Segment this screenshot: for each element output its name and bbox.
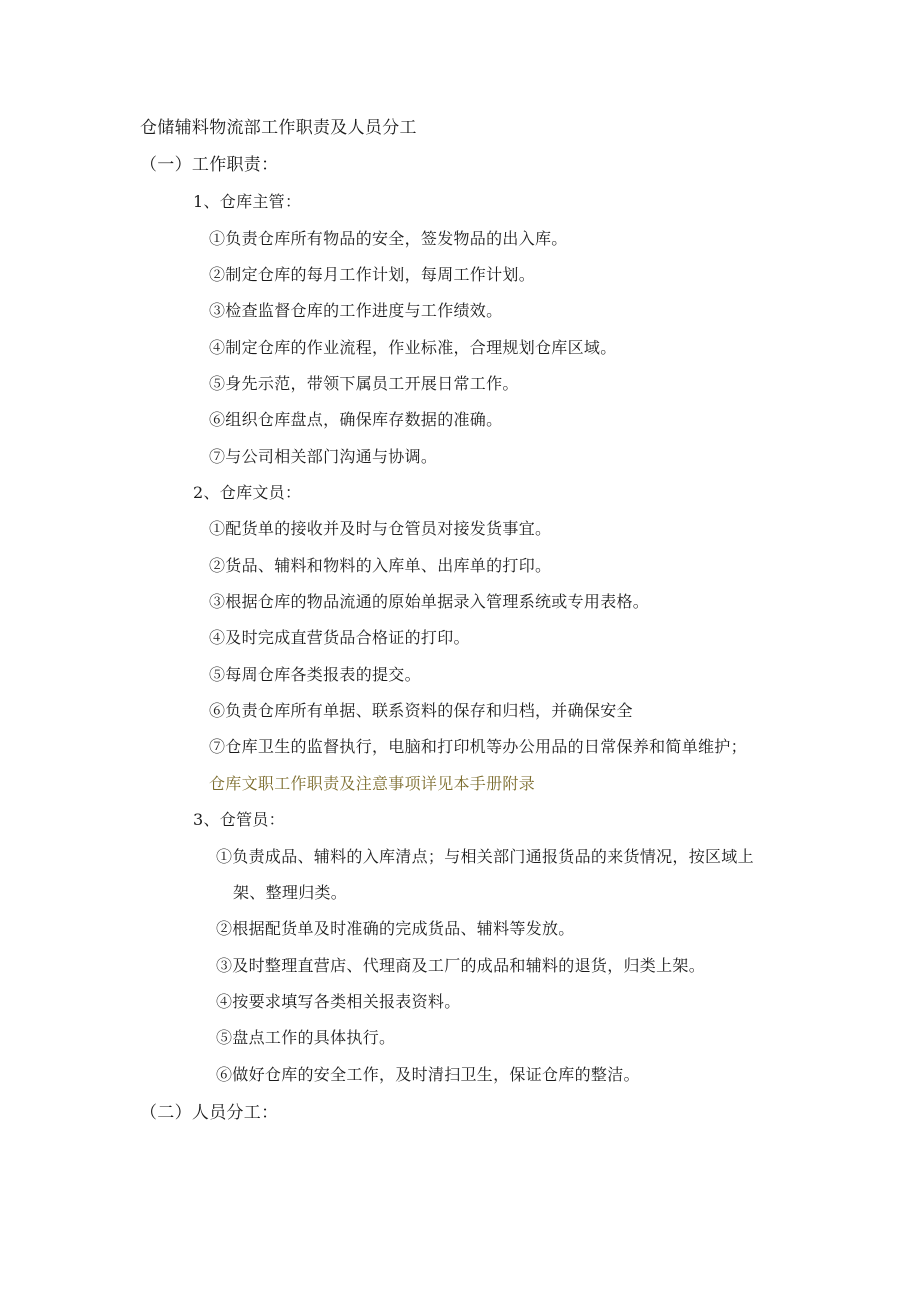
- list-item: ⑦与公司相关部门沟通与协调。: [209, 447, 438, 466]
- section-heading-duties: （一）工作职责：: [140, 155, 279, 175]
- section-heading-staffing: （二）人员分工：: [140, 1103, 279, 1123]
- document-title: 仓储辅料物流部工作职责及人员分工: [140, 118, 417, 138]
- list-item: ①配货单的接收并及时与仓管员对接发货事宜。: [209, 519, 552, 538]
- list-item: ⑤盘点工作的具体执行。: [216, 1028, 396, 1047]
- list-item: ⑥做好仓库的安全工作，及时清扫卫生，保证仓库的整洁。: [216, 1065, 640, 1084]
- list-item: ⑤每周仓库各类报表的提交。: [209, 665, 421, 684]
- appendix-note: 仓库文职工作职责及注意事项详见本手册附录: [209, 774, 536, 793]
- list-item: ⑦仓库卫生的监督执行，电脑和打印机等办公用品的日常保养和简单维护；: [209, 737, 747, 756]
- role-heading-clerk: 2、仓库文员：: [193, 483, 302, 502]
- list-item: ②制定仓库的每月工作计划，每周工作计划。: [209, 265, 536, 284]
- role-heading-supervisor: 1、仓库主管：: [193, 192, 302, 211]
- list-item-continuation: 架、整理归类。: [233, 883, 348, 902]
- list-item: ③检查监督仓库的工作进度与工作绩效。: [209, 301, 503, 320]
- list-item: ②根据配货单及时准确的完成货品、辅料等发放。: [216, 919, 575, 938]
- list-item: ①负责仓库所有物品的安全，签发物品的出入库。: [209, 229, 568, 248]
- list-item: ⑤身先示范，带领下属员工开展日常工作。: [209, 374, 519, 393]
- list-item: ②货品、辅料和物料的入库单、出库单的打印。: [209, 556, 552, 575]
- list-item: ④制定仓库的作业流程，作业标准，合理规划仓库区域。: [209, 338, 617, 357]
- list-item: ⑥组织仓库盘点，确保库存数据的准确。: [209, 410, 503, 429]
- list-item: ①负责成品、辅料的入库清点；与相关部门通报货品的来货情况，按区域上: [216, 847, 754, 866]
- list-item: ④按要求填写各类相关报表资料。: [216, 992, 461, 1011]
- list-item: ③及时整理直营店、代理商及工厂的成品和辅料的退货，归类上架。: [216, 956, 706, 975]
- list-item: ③根据仓库的物品流通的原始单据录入管理系统或专用表格。: [209, 592, 650, 611]
- role-heading-warehouse-keeper: 3、仓管员：: [193, 810, 285, 829]
- list-item: ④及时完成直营货品合格证的打印。: [209, 628, 470, 647]
- list-item: ⑥负责仓库所有单据、联系资料的保存和归档，并确保安全: [209, 701, 633, 720]
